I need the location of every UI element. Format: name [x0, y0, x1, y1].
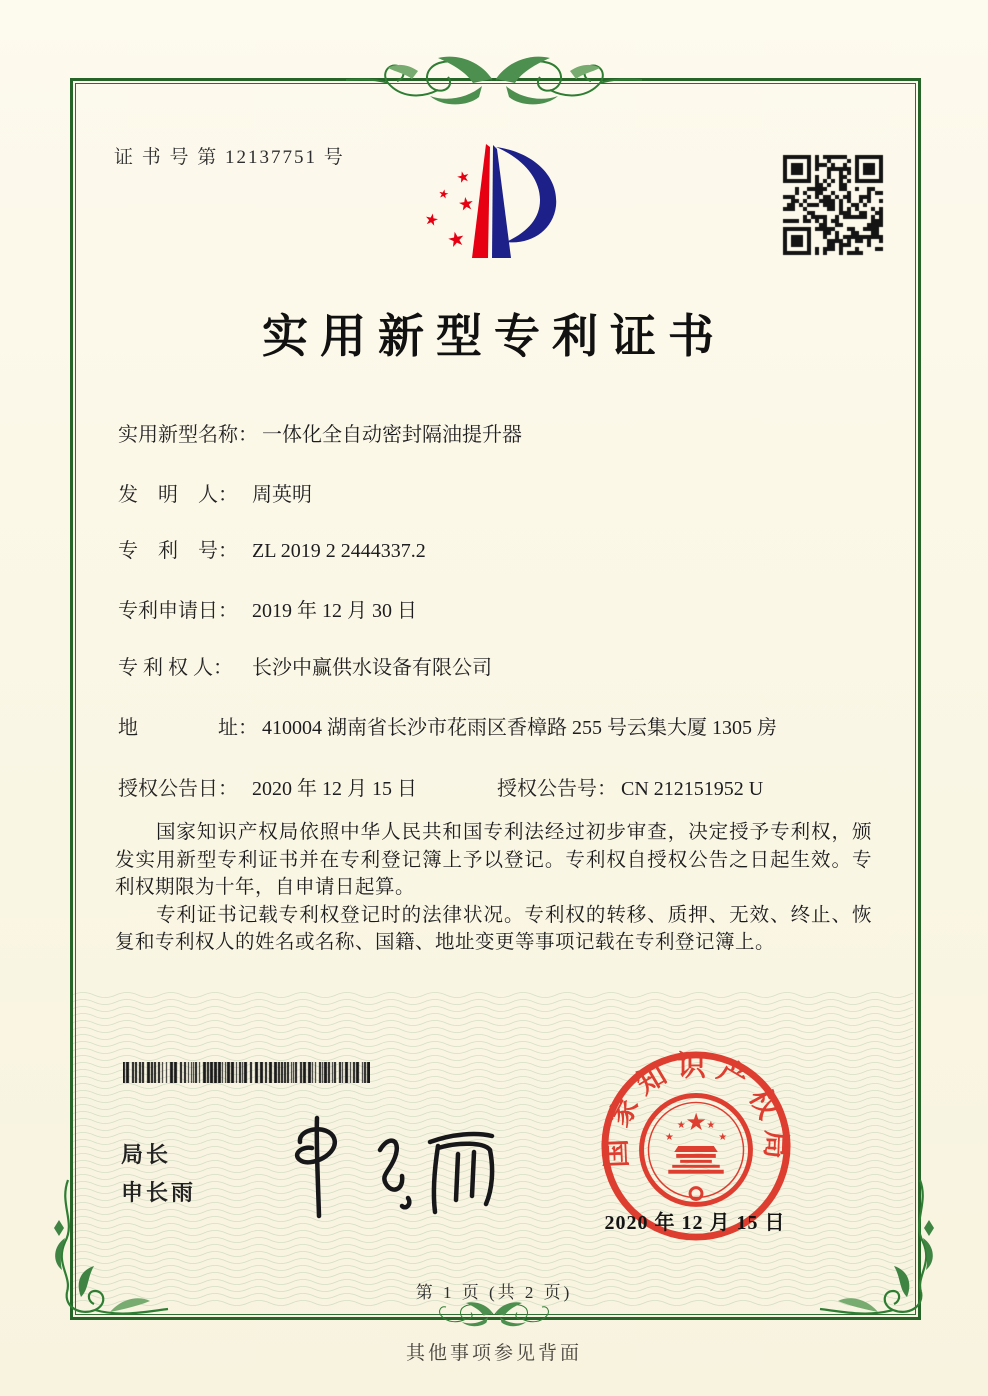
svg-text:★: ★: [718, 1132, 728, 1144]
field-row-utility-name: [118, 418, 888, 448]
director-signature: [262, 1112, 502, 1222]
address-value: 410004 湖南省长沙市花雨区香樟路 255 号云集大厦 1305 房: [262, 717, 777, 739]
body-paragraph-2: 专利证书记载专利权登记时的法律状况。专利权的转移、质押、无效、终止、恢复和专利权人的姓名或名称、国籍、地址变更等事项记载在专利登记簿上。: [115, 904, 872, 954]
svg-text:★: ★: [706, 1120, 716, 1132]
utility-name-label: 实用新型名称：: [118, 424, 258, 446]
inventor-label: 发 明 人：: [118, 484, 238, 506]
grant-number-value: CN 212151952 U: [621, 778, 764, 800]
seal-text: 国家知识产权局: [600, 1050, 792, 1169]
director-title: 局长: [121, 1142, 172, 1167]
patentee-label: 专 利 权 人：: [118, 657, 233, 679]
svg-text:★: ★: [455, 168, 472, 188]
field-row-address: [118, 711, 888, 741]
national-emblem-icon: [642, 1096, 751, 1205]
director-name: 申长雨: [121, 1180, 197, 1205]
certificate-title: 实用新型专利证书: [262, 311, 726, 362]
body-paragraph-1: 国家知识产权局依照中华人民共和国专利法经过初步审查，决定授予专利权，颁发实用新型专利证书并在专利登记簿上予以登记。专利权自授权公告之日起生效。专利权期限为十年，自申请日起算。: [115, 822, 872, 899]
back-note: 其他事项参见背面: [405, 1343, 582, 1364]
field-row-patentee: [118, 651, 888, 681]
filing-date-label: 专利申请日：: [118, 600, 238, 622]
barcode: [123, 1062, 370, 1083]
svg-text:★: ★: [685, 1110, 707, 1137]
filing-date-value: 2019 年 12 月 30 日: [252, 600, 417, 622]
top-center-flourish-icon: [344, 49, 644, 111]
certificate-number: 证 书 号 第 12137751 号: [114, 147, 345, 168]
grant-date-label: 授权公告日：: [118, 778, 238, 800]
patent-office-logo-icon: [400, 130, 600, 290]
inventor-value: 周英明: [252, 484, 312, 506]
page-indicator: 第 1 页 (共 2 页): [415, 1283, 573, 1302]
seal-date: 2020 年 12 月 15 日: [604, 1212, 786, 1234]
certificate-body: [115, 819, 872, 957]
field-row-grant: [118, 772, 888, 802]
field-row-filing-date: [118, 594, 888, 624]
grant-number-label: 授权公告号：: [497, 778, 617, 800]
grant-date-value: 2020 年 12 月 15 日: [252, 778, 417, 800]
svg-text:★: ★: [445, 227, 468, 253]
address-label: 地 址：: [118, 717, 258, 739]
field-row-patent-number: [118, 534, 888, 564]
svg-text:★: ★: [456, 192, 476, 216]
qr-code: [781, 153, 885, 257]
field-row-inventor: [118, 478, 888, 508]
svg-text:★: ★: [437, 186, 451, 202]
svg-text:★: ★: [422, 210, 441, 231]
svg-text:★: ★: [676, 1120, 686, 1132]
patentee-value: 长沙中赢供水设备有限公司: [252, 657, 492, 679]
utility-name-value: 一体化全自动密封隔油提升器: [262, 424, 522, 446]
svg-text:★: ★: [664, 1132, 674, 1144]
grant-number-group: [497, 772, 763, 801]
patent-number-value: ZL 2019 2 2444337.2: [252, 540, 426, 562]
patent-number-label: 专 利 号：: [118, 540, 238, 562]
